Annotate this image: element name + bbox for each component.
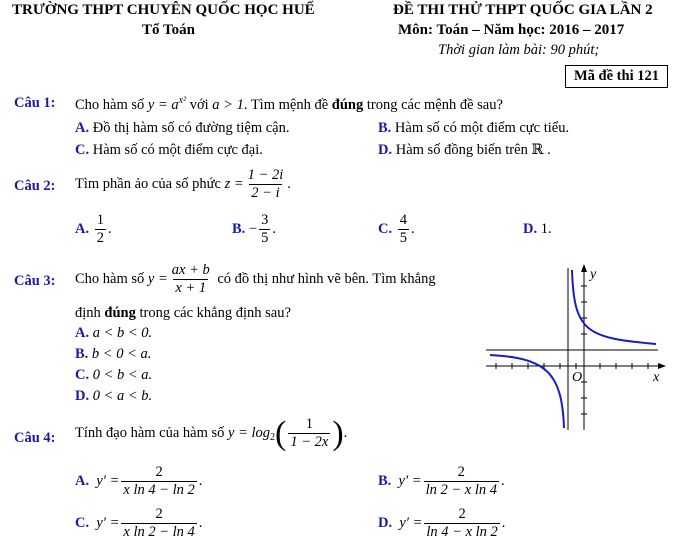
school-name: TRƯỜNG THPT CHUYÊN QUỐC HỌC HUẾ	[12, 2, 315, 18]
q1-option-c[interactable]: C. Hàm số có một điểm cực đại.	[75, 142, 263, 158]
q3-stem-line1: Cho hàm số y = $\frac{ax + b}{x + 1}$ có đồ thị như hình vẽ bên. Tìm khẳng	[75, 262, 436, 296]
graph-y-label: y	[590, 267, 597, 282]
q1-option-b[interactable]: B. Hàm số có một điểm cực tiểu.	[378, 120, 570, 136]
q1-stem: Cho hàm số $y = a^{x^2}$ với a > 1. Tìm mệnh đề đúng trong các mệnh đề sau?	[75, 95, 503, 113]
q3-option-d[interactable]: D. 0 < a < b.	[75, 388, 153, 404]
exam-time: Thời gian làm bài: 90 phút;	[438, 42, 600, 58]
q2-option-d[interactable]: D. 1.	[523, 221, 552, 237]
x-axis-arrow	[658, 363, 666, 369]
subject-year: Môn: Toán – Năm học: 2016 – 2017	[398, 22, 625, 38]
q2-option-b[interactable]: B. − $\frac{3}{5}$ .	[232, 212, 276, 246]
q3-option-b[interactable]: B. b < 0 < a.	[75, 346, 152, 362]
q4-stem: Tính đạo hàm của hàm số y = log $_2$ ( $\frac{1}{1 - 2x}$ ) .	[75, 414, 348, 452]
q4-option-b[interactable]: B. y′ = $\frac{2}{\text{ln 2 − x ln 4}}$ .	[378, 464, 505, 498]
group-name: Tổ Toán	[142, 22, 195, 38]
q2-option-c[interactable]: C. $\frac{4}{5}$ .	[378, 212, 415, 246]
q4-option-c[interactable]: C. y′ = $\frac{2}{\text{x ln 2 − ln 4}}$ .	[75, 506, 203, 540]
q3-stem-line2: định đúng trong các khẳng định sau?	[75, 305, 291, 321]
q4-option-d[interactable]: D. y′ = $\frac{2}{\text{ln 4 − x ln 2}}$ .	[378, 506, 506, 540]
q3-option-a[interactable]: A. a < b < 0.	[75, 325, 153, 341]
right-branch	[572, 270, 656, 344]
q3-graph	[486, 262, 668, 432]
exam-code: Mã đề thi 121	[565, 65, 668, 88]
y-axis-arrow	[581, 264, 587, 272]
q3-label: Câu 3:	[14, 273, 56, 289]
graph-origin-label: O	[572, 370, 583, 385]
q2-stem: Tìm phần ảo của số phức z = $\frac{1 - 2i}{2 - i}$ .	[75, 167, 291, 201]
q4-option-a[interactable]: A. y′ = $\frac{2}{\text{x ln 4 − ln 2}}$ .	[75, 464, 203, 498]
q1-option-a[interactable]: A. Đồ thị hàm số có đường tiệm cận.	[75, 120, 290, 136]
q3-option-c[interactable]: C. 0 < b < a.	[75, 367, 153, 383]
q1-label: Câu 1:	[14, 95, 56, 111]
q1-option-d[interactable]: D. Hàm số đồng biến trên ℝ .	[378, 142, 551, 158]
graph-x-label: x	[653, 370, 660, 385]
exam-title: ĐỀ THI THỬ THPT QUỐC GIA LẦN 2	[393, 2, 653, 18]
q2-label: Câu 2:	[14, 178, 56, 194]
q2-option-a[interactable]: A. $\frac{1}{2}$ .	[75, 212, 112, 246]
q4-label: Câu 4:	[14, 430, 56, 446]
